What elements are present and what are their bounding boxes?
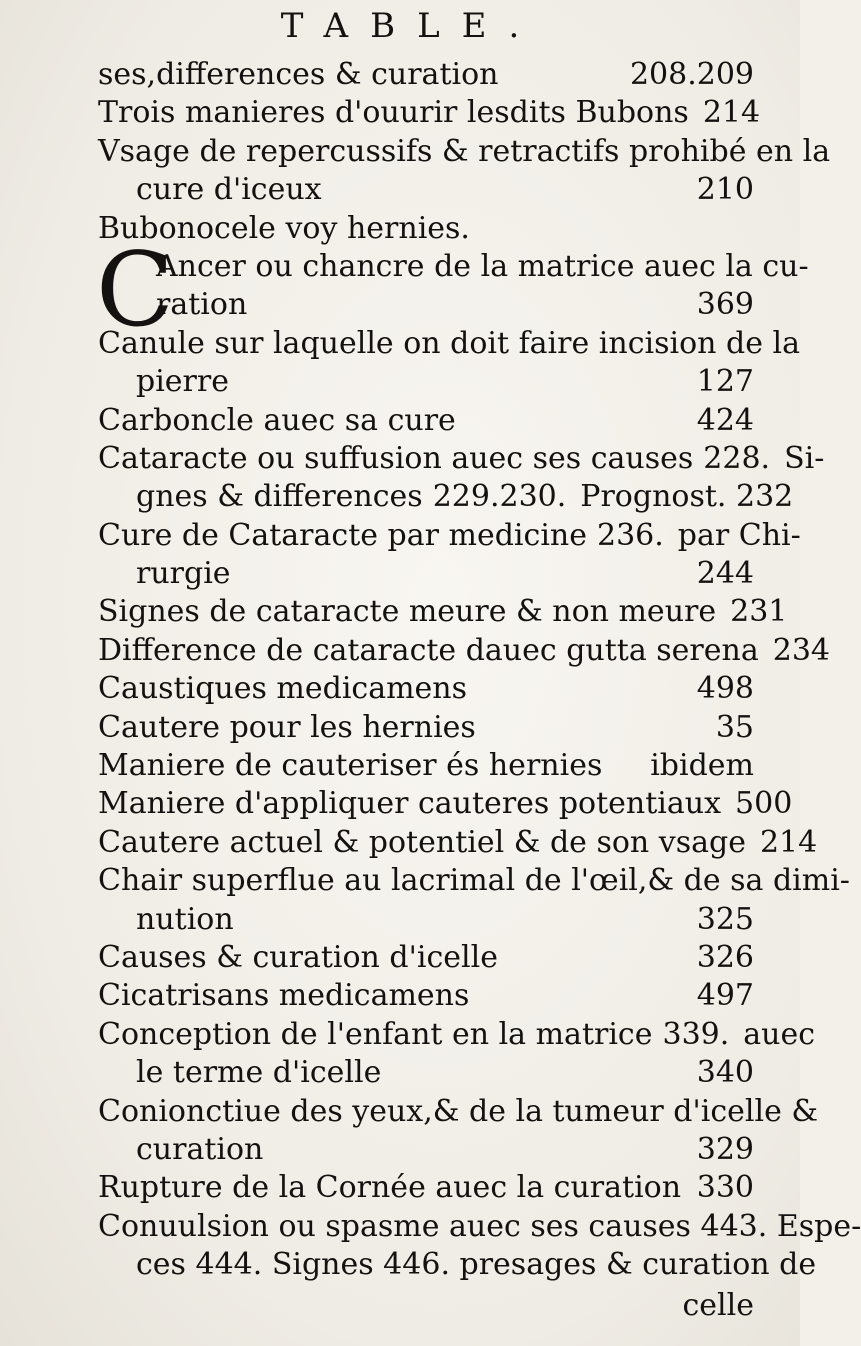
entry-line (98, 402, 754, 440)
entry-page-reference: par Chi- (677, 517, 801, 553)
entry-line (98, 440, 825, 478)
index-entry (98, 517, 801, 594)
entry-text: Cataracte ou suffusion auec ses causes (98, 440, 694, 476)
entry-line (98, 709, 754, 747)
entry-line (98, 1208, 861, 1246)
entry-text: Ancer ou chancre de la matrice auec la cu- (156, 248, 809, 284)
entry-page-number: 339. (662, 1016, 730, 1052)
entry-text: Difference de cataracte dauec gutta serena (98, 632, 759, 668)
entry-text: Cautere pour les hernies (98, 709, 476, 745)
entry-page-reference: 127 (696, 364, 754, 400)
index-entry (98, 1169, 754, 1207)
catchword: celle (682, 1288, 754, 1323)
entry-text: Conionctiue des yeux,& de la tumeur d'icelle & (98, 1093, 819, 1129)
entry-page-reference: 214 (759, 824, 818, 860)
entry-line (98, 901, 754, 939)
entry-line (98, 977, 754, 1015)
entry-page-number: 229.230. (432, 479, 567, 515)
index-entry (98, 133, 831, 210)
entry-text: Cautere actuel & potentiel & de son vsage (98, 824, 746, 860)
entry-line (98, 517, 801, 555)
entry-page-reference: 330 (696, 1170, 754, 1206)
entry-text: Vsage de repercussifs & retractifs prohibé en la (98, 133, 831, 169)
entry-text: Rupture de la Cornée auec la curation (98, 1170, 682, 1206)
index-entry (98, 747, 754, 785)
entry-text: Bubonocele voy hernies. (98, 210, 470, 246)
entry-text: ses,differences & curation (98, 57, 499, 92)
index-entry (98, 785, 793, 823)
entry-line (98, 1131, 754, 1169)
entry-text: Caustiques medicamens (98, 671, 468, 707)
entry-page-reference: Si- (784, 440, 825, 476)
entry-text: Maniere de cauteriser és hernies (98, 748, 603, 784)
index-entry (98, 824, 818, 862)
entry-page-reference: 424 (696, 402, 754, 438)
entry-text: gnes & differences (136, 479, 423, 515)
entry-text: Cure de Cataracte par medicine (98, 517, 587, 553)
entry-page-reference: 500 (735, 786, 793, 822)
entry-text: curation (136, 1131, 264, 1167)
entry-page-reference: Prognost. 232 (580, 479, 794, 515)
entry-page-reference: ibidem (650, 748, 754, 784)
entry-page-reference: 214 (702, 95, 761, 131)
index-entry (98, 325, 800, 402)
index-entry (98, 56, 754, 94)
index-entry (98, 939, 754, 977)
entry-line (98, 670, 754, 708)
entry-text: Causes & curation d'icelle (98, 939, 498, 975)
entry-line (98, 824, 818, 862)
entry-page-reference: 325 (696, 901, 754, 937)
entry-page-reference: 244 (696, 556, 754, 592)
index-entry (98, 1016, 816, 1093)
index-entry (98, 977, 754, 1015)
entry-line (98, 478, 794, 516)
entry-text: Conception de l'enfant en la matrice (98, 1016, 653, 1052)
entry-line (98, 785, 793, 823)
index-entry (98, 709, 754, 747)
entry-text: Chair superflue au lacrimal de l'œil,& de sa dimi- (98, 863, 850, 899)
entry-line (98, 862, 850, 900)
entry-page-reference: 234 (772, 632, 830, 668)
index-entry (98, 1208, 861, 1285)
entry-text: nution (136, 901, 234, 937)
entry-line (98, 133, 831, 171)
entry-page-reference: 208.209 (629, 57, 754, 92)
entry-page-reference: 340 (696, 1055, 754, 1091)
entry-line (98, 171, 754, 209)
index-entry (98, 670, 754, 708)
index-entry (98, 593, 788, 631)
index-entries (96, 56, 861, 1285)
entry-page-reference: auec (743, 1016, 816, 1052)
entry-line (98, 939, 754, 977)
entry-text: Trois manieres d'ouurir lesdits Bubons (98, 95, 689, 131)
entry-page-reference: 326 (696, 939, 754, 975)
entry-text: Cicatrisans medicamens (98, 978, 470, 1014)
index-entry (98, 1093, 819, 1170)
entry-text: Canule sur laquelle on doit faire incision de la (98, 325, 800, 361)
entry-text: rurgie (136, 556, 231, 592)
entry-page-reference: 35 (715, 709, 754, 745)
entry-text: Maniere d'appliquer cauteres potentiaux (98, 786, 722, 822)
index-entry (98, 402, 754, 440)
entry-line (98, 1016, 816, 1054)
index-entry (98, 862, 850, 939)
entry-line (98, 747, 754, 785)
entry-text: ces 444. Signes 446. presages & curation de (136, 1247, 817, 1283)
entry-line (98, 555, 754, 593)
entry-page-reference: 231 (730, 594, 788, 630)
entry-text: ration (156, 287, 248, 323)
entry-text: Signes de cataracte meure & non meure (98, 594, 717, 630)
entry-page-reference: 498 (696, 671, 754, 707)
entry-line (98, 248, 809, 286)
entry-page-number: 228. (703, 440, 771, 476)
entry-line (98, 1054, 754, 1092)
entry-text: Carboncle auec sa cure (98, 402, 456, 438)
entry-page-reference: 497 (696, 978, 754, 1014)
entry-line (98, 325, 800, 363)
entry-page-number: 236. (597, 517, 664, 553)
entry-line (98, 593, 788, 631)
entry-page-reference: 210 (696, 172, 754, 208)
index-entry (98, 94, 761, 132)
entry-page-reference: 329 (696, 1131, 754, 1167)
entry-line (98, 1246, 817, 1284)
entry-page-reference: 369 (696, 287, 754, 323)
entry-line (98, 1169, 754, 1207)
entry-line (98, 94, 761, 132)
page-header: TABLE. (280, 6, 542, 46)
index-entry (98, 210, 754, 248)
entry-text: le terme d'icelle (136, 1055, 382, 1091)
index-entry (98, 440, 825, 517)
entry-line (98, 632, 830, 670)
entry-text: pierre (136, 364, 229, 400)
drop-capital: C (96, 230, 175, 350)
entry-line (98, 56, 754, 94)
entry-text: cure d'iceux (136, 172, 322, 208)
entry-line (98, 210, 754, 248)
index-entry (98, 632, 830, 670)
entry-text: Conuulsion ou spasme auec ses causes 443. Espe- (98, 1208, 861, 1244)
entry-line (98, 286, 754, 324)
entry-line (98, 363, 754, 401)
entry-line (98, 1093, 819, 1131)
